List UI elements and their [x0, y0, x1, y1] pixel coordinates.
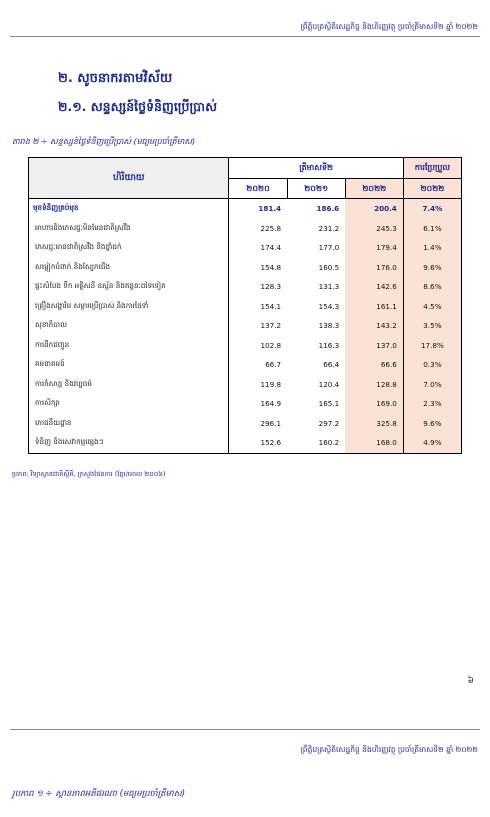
- value-2020: 225.8: [260, 223, 282, 233]
- row-label: ភេសជ្ជៈមានជាតិស្រវឹង និងថ្នាំជក់: [29, 238, 229, 258]
- value-2021: 160.2: [287, 433, 345, 453]
- row-label: ការដឹកជញ្ជូន: [29, 336, 229, 356]
- row-label: មុខទំនិញគ្រប់មុខ: [29, 199, 229, 219]
- table-row: [29, 258, 462, 278]
- row-label: គមនាគមន៍: [29, 355, 229, 375]
- value-change: 6.1%: [403, 219, 461, 239]
- value-2021: 165.1: [318, 399, 340, 409]
- table-row: [29, 394, 462, 414]
- table-header-year: ២០២០: [229, 179, 287, 199]
- value-2022: 325.8: [345, 414, 403, 434]
- table-row: [29, 316, 462, 336]
- value-2021: 186.6: [316, 204, 340, 214]
- value-change: 3.5%: [403, 316, 461, 336]
- value-change: 7.4%: [403, 199, 461, 219]
- value-2021: 116.3: [318, 340, 340, 350]
- row-label: ភោជនីយដ្ឋាន: [29, 414, 229, 434]
- value-2021: 120.4: [318, 379, 340, 389]
- table-source-note: ប្រភព: វិទ្យាស្ថានជាតិស្ថិតិ, ក្រសួងផែនការ (ខ្មែរ/គោល ២០០៦): [12, 470, 166, 478]
- table-header-change: ការប្រែប្រួល: [403, 158, 461, 179]
- value-2022: 168.0: [345, 433, 403, 453]
- figure-caption: រូបភាព ១ ÷ ស្ថានភាពអតិផរណា (មធ្យមប្រចាំត្រីមាស): [12, 789, 186, 799]
- value-2021: 138.3: [318, 321, 340, 331]
- value-2021: 160.5: [318, 262, 340, 272]
- page-number: ៦: [467, 676, 474, 686]
- section-title: ២. សូចនាករតាមវិស័យ: [58, 71, 173, 86]
- table-header-change-year: ២០២២: [403, 179, 461, 199]
- table-row-overall: [29, 199, 462, 219]
- value-2020: 128.3: [260, 282, 282, 292]
- running-footer: ព្រឹត្តិបត្រស្ថិតិសេដ្ឋកិច្ច និងហិរញ្ញវត្ថុ ប្រចាំត្រីមាសទី២ ឆ្នាំ ២០២២: [300, 745, 478, 754]
- table-header-quarter: ត្រីមាសទី២: [229, 158, 403, 179]
- running-header: ព្រឹត្តិបត្រស្ថិតិសេដ្ឋកិច្ច និងហិរញ្ញវត្ថុ ប្រចាំត្រីមាសទី២ ឆ្នាំ ២០២២: [300, 22, 478, 31]
- value-2022: 200.4: [345, 199, 403, 219]
- row-label: សុខាភិបាល: [29, 316, 229, 336]
- value-2020: 154.8: [260, 262, 282, 272]
- table-row: [29, 375, 462, 395]
- footer-rule: [10, 729, 480, 730]
- value-2022: 169.0: [345, 394, 403, 414]
- value-2021: 66.4: [323, 360, 340, 370]
- value-2021: 131.3: [318, 282, 340, 292]
- row-label: ទំនិញ និងសេវាកម្មផ្សេងៗ: [29, 433, 229, 453]
- table-row: [29, 238, 462, 258]
- value-change: 9.6%: [403, 258, 461, 278]
- table-caption: តារាង ២ ÷ សន្ទស្សន៍ថ្លៃទំនិញប្រើប្រាស់ (មធ្យមប្រចាំត្រីមាស): [12, 137, 196, 146]
- value-2020: 181.4: [258, 204, 282, 214]
- value-change: 8.6%: [403, 277, 461, 297]
- table-row: [29, 297, 462, 317]
- table-row: [29, 355, 462, 375]
- value-2021: 177.0: [318, 243, 340, 253]
- value-change: 0.3%: [403, 355, 461, 375]
- table-row: [29, 336, 462, 356]
- table-header-description: ហិរិយាយ: [29, 158, 229, 199]
- value-2022: 176.0: [345, 258, 403, 278]
- value-change: 1.4%: [403, 238, 461, 258]
- value-2020: 119.8: [260, 379, 282, 389]
- value-2022: 66.6: [345, 355, 403, 375]
- row-label: សម្លៀកបំពាក់ និងស្បែកជើង: [29, 258, 229, 278]
- value-change: 17.8%: [403, 336, 461, 356]
- value-2022: 245.3: [345, 219, 403, 239]
- subsection-title: ២.១. សន្ទស្សន៍ថ្លៃទំនិញប្រើប្រាស់: [58, 99, 217, 114]
- value-change: 4.9%: [403, 433, 461, 453]
- table-row: [29, 219, 462, 239]
- row-label: ការសិក្សា: [29, 394, 229, 414]
- value-2021: 231.2: [318, 223, 340, 233]
- table-header-year: ២០២២: [345, 179, 403, 199]
- value-2020: 154.1: [260, 301, 282, 311]
- table-header-year: ២០២១: [287, 179, 345, 199]
- value-change: 4.5%: [403, 297, 461, 317]
- value-2020: 152.6: [229, 433, 287, 453]
- value-2022: 179.4: [345, 238, 403, 258]
- value-2020: 296.1: [260, 418, 282, 428]
- row-label: អាហារនិងភេសជ្ជៈមិនមែនជាតិស្រវឹង: [29, 219, 229, 239]
- value-change: 9.6%: [403, 414, 461, 434]
- value-2021: 154.3: [318, 301, 340, 311]
- value-2020: 102.8: [260, 340, 282, 350]
- row-label: ការកំសាន្ត និងវប្បធម៌: [29, 375, 229, 395]
- value-2020: 137.2: [260, 321, 282, 331]
- value-2022: 142.6: [345, 277, 403, 297]
- value-change: 7.0%: [403, 375, 461, 395]
- value-2022: 143.2: [345, 316, 403, 336]
- cpi-table: [28, 157, 462, 454]
- table-row: [29, 433, 462, 453]
- value-2020: 174.4: [260, 243, 282, 253]
- value-2020: 164.9: [260, 399, 282, 409]
- value-2022: 128.8: [345, 375, 403, 395]
- value-change: 2.3%: [403, 394, 461, 414]
- value-2020: 66.7: [265, 360, 282, 370]
- header-rule: [10, 36, 480, 37]
- value-2021: 297.2: [318, 418, 340, 428]
- table-row: [29, 414, 462, 434]
- row-label: ផ្ទះសំបែង ទឹក អគ្គិសនី ឧស្ម័ន និងឥន្ធនៈដទៃទៀត: [29, 277, 229, 297]
- value-2022: 137.0: [345, 336, 403, 356]
- value-2022: 161.1: [345, 297, 403, 317]
- row-label: គ្រឿងសង្ហារិម សម្ភារប្រើប្រាស់ និងការថែទាំ: [29, 297, 229, 317]
- table-row: [29, 277, 462, 297]
